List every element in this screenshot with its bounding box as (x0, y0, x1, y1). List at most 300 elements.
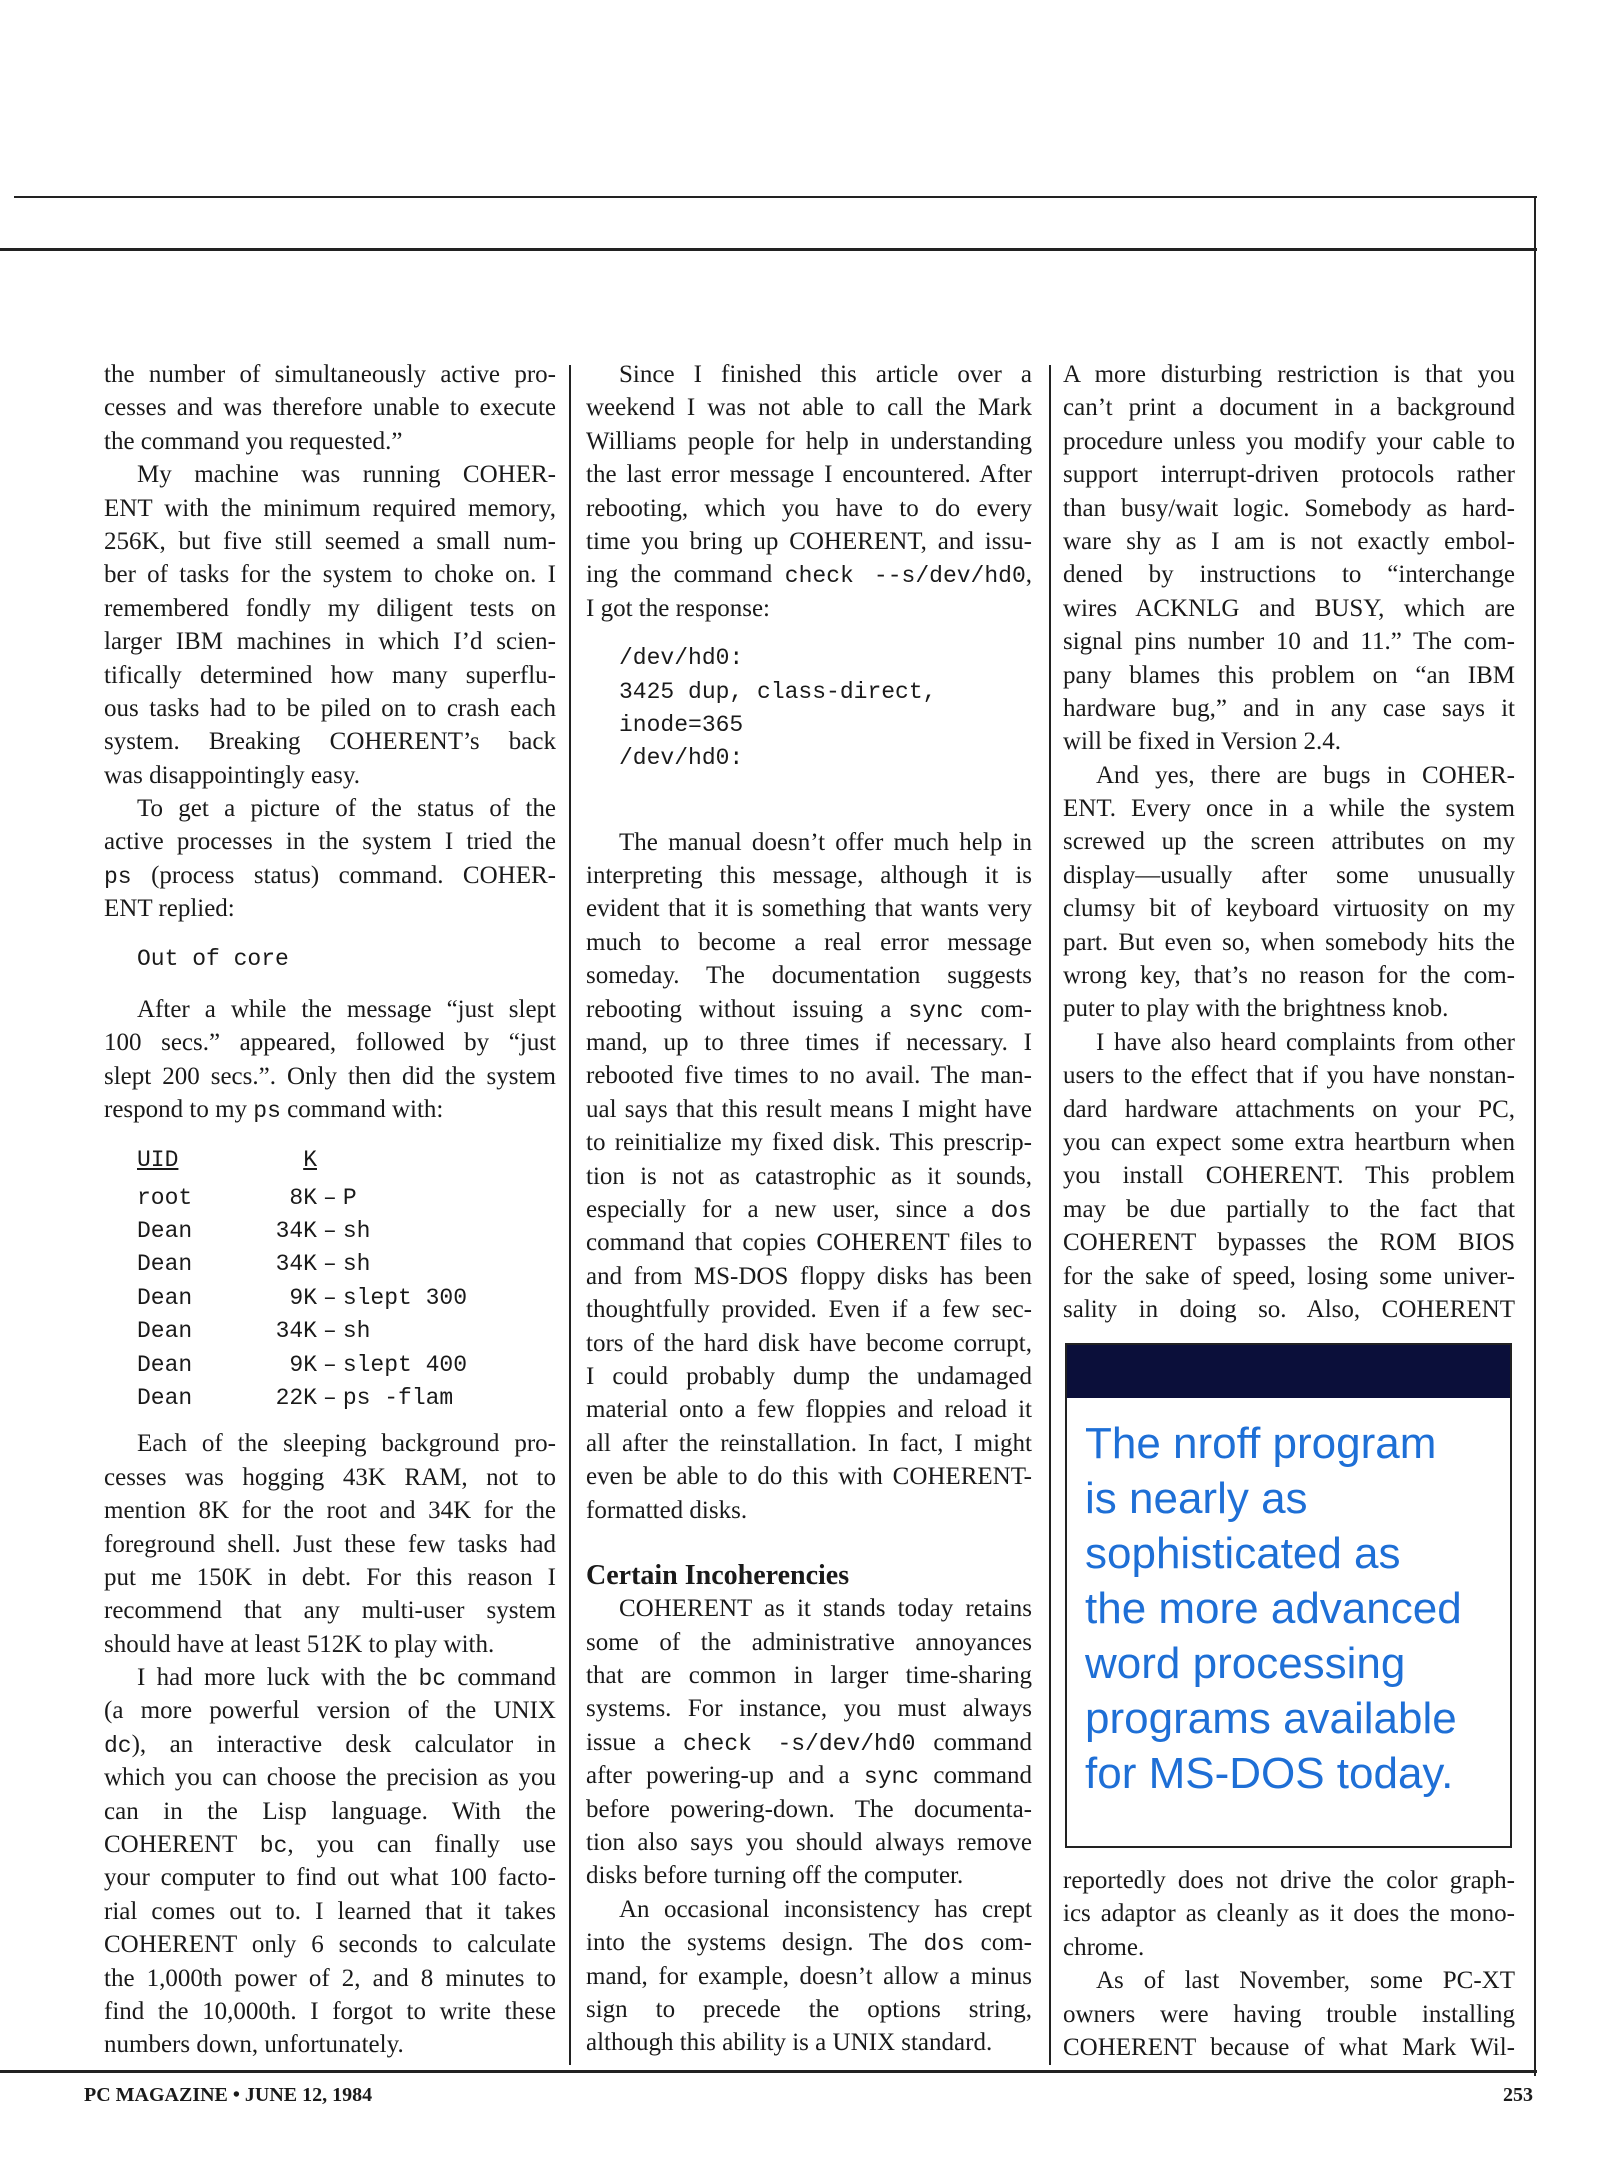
code-block (619, 642, 1032, 776)
paragraph-block (1063, 1864, 1515, 2064)
text-line (104, 1427, 556, 1460)
article-column-3-continued (1063, 1864, 1515, 2064)
dash-separator: – (323, 1351, 337, 1378)
header-uid: UID (137, 1146, 179, 1173)
text-segment: (process status) command. COHER- (131, 861, 556, 889)
text-segment: display—usually after some unusually (1063, 861, 1515, 889)
text-line (104, 1661, 556, 1694)
text-line (1063, 358, 1515, 391)
text-line (586, 1494, 1032, 1527)
text-line (104, 1594, 556, 1627)
uid-cell: Dean (137, 1351, 193, 1378)
text-segment: COHERENT because of what Mark Wil- (1063, 2033, 1515, 2061)
text-segment: into the systems design. The (586, 1929, 924, 1957)
paragraph-block (104, 993, 556, 1127)
header-k: K (303, 1146, 317, 1173)
text-segment: you install COHERENT. This problem (1063, 1162, 1515, 1190)
text-line (1063, 1260, 1515, 1293)
text-line (1063, 425, 1515, 458)
dash-separator: – (323, 1384, 337, 1411)
command-cell: sh (342, 1217, 371, 1244)
text-line (586, 1093, 1032, 1126)
pull-quote-line: the more advanced (1085, 1584, 1462, 1633)
code-line: inode=365 (619, 711, 744, 738)
text-line (104, 1694, 556, 1727)
text-line (586, 1893, 1032, 1926)
text-segment: all after the reinstallation. In fact, I might (586, 1429, 1032, 1457)
text-segment: slept 200 secs.”. Only then did the system (104, 1062, 556, 1090)
text-line (586, 358, 1032, 391)
text-segment: screwed up the screen attributes on my (1063, 828, 1515, 856)
text-line (1063, 1293, 1515, 1326)
text-segment: I got the response: (586, 594, 770, 622)
text-segment: put me 150K in debt. For this reason I (104, 1563, 556, 1591)
text-line (586, 1293, 1032, 1326)
header-rule (0, 248, 1537, 251)
text-line (104, 659, 556, 692)
dash-separator: – (323, 1284, 337, 1311)
text-segment: the number of simultaneously active pro- (104, 361, 556, 388)
code-line: Out of core (137, 945, 289, 972)
command-cell: sh (342, 1251, 371, 1278)
text-line (1063, 1964, 1515, 1997)
text-line (586, 959, 1032, 992)
text-line (586, 1826, 1032, 1859)
text-segment: An occasional inconsistency has crept (619, 1895, 1032, 1923)
text-segment: respond to my (104, 1096, 254, 1124)
size-cell: 34K (275, 1217, 317, 1244)
text-line (104, 1628, 556, 1661)
text-segment: sign to precede the options string, (586, 1995, 1032, 2023)
text-segment: dard hardware attachments on your PC, (1063, 1095, 1515, 1123)
text-line (1063, 892, 1515, 925)
text-line (586, 1193, 1032, 1226)
text-segment: ENT with the minimum required memory, (104, 494, 556, 522)
right-frame-rule (1534, 196, 1536, 2076)
command-text: check --s/dev/hd0 (784, 563, 1026, 590)
table-row (137, 1248, 556, 1281)
text-segment: foreground shell. Just these few tasks had (104, 1530, 556, 1558)
text-segment: sality in doing so. Also, COHERENT (1063, 1295, 1515, 1323)
command-text: check -s/dev/hd0 (682, 1730, 916, 1757)
text-line (104, 1861, 556, 1894)
text-segment: after powering-up and a (586, 1762, 864, 1790)
text-line (104, 692, 556, 725)
text-line (586, 1759, 1032, 1792)
text-segment: can in the Lisp language. With the (104, 1797, 556, 1825)
text-segment: to reinitialize my fixed disk. This prescrip- (586, 1129, 1032, 1157)
text-segment: reportedly does not drive the color graph- (1063, 1867, 1515, 1894)
text-line (586, 1960, 1032, 1993)
text-line (586, 1659, 1032, 1692)
paragraph-block (104, 358, 556, 926)
text-line (586, 1726, 1032, 1759)
text-line (1063, 558, 1515, 591)
text-segment: find the 10,000th. I forgot to write these (104, 1997, 556, 2025)
text-segment: tion also says you should always remove (586, 1829, 1032, 1857)
text-segment: I have also heard complaints from other (1096, 1028, 1515, 1056)
text-line (586, 592, 1032, 625)
text-line (586, 1160, 1032, 1193)
code-block (137, 943, 556, 976)
text-segment: numbers down, unfortunately. (104, 2031, 404, 2059)
text-line (586, 1360, 1032, 1393)
text-segment: systems. For instance, you must always (586, 1695, 1032, 1723)
text-segment: weekend I was not able to call the Mark (586, 394, 1032, 422)
text-segment: dened by instructions to “interchange (1063, 561, 1515, 589)
size-cell: 8K (289, 1184, 317, 1211)
text-segment: mand, for example, doesn’t allow a minus (586, 1962, 1032, 1990)
text-line (1063, 1126, 1515, 1159)
text-segment: the command you requested.” (104, 427, 403, 455)
text-segment: pany blames this problem on “an IBM (1063, 661, 1515, 689)
text-segment: disks before turning off the computer. (586, 1862, 964, 1890)
text-segment: COHERENT only 6 seconds to calculate (104, 1931, 556, 1959)
text-line (1063, 1059, 1515, 1092)
pull-quote-line: word processing (1085, 1639, 1406, 1688)
text-line (104, 859, 556, 892)
text-segment: active processes in the system I tried the (104, 828, 556, 856)
text-segment: rial comes out to. I learned that it takes (104, 1897, 556, 1925)
text-line (1063, 1864, 1515, 1897)
text-segment: I had more luck with the (137, 1664, 419, 1692)
text-line (586, 1993, 1032, 2026)
text-line (586, 458, 1032, 491)
code-line: 3425 dup, class-direct, (619, 678, 937, 705)
text-segment: puter to play with the brightness knob. (1063, 995, 1449, 1023)
text-segment: your computer to find out what 100 facto- (104, 1864, 556, 1892)
header-cell (137, 1144, 237, 1182)
command-text: dos (923, 1931, 965, 1958)
text-segment: rebooting, which you have to do every (586, 494, 1032, 522)
command-text: ps (104, 863, 132, 890)
pull-quote-bar (1067, 1345, 1510, 1398)
text-segment: tifically determined how many superflu- (104, 661, 556, 689)
text-segment: recommend that any multi-user system (104, 1597, 556, 1625)
header-cell (237, 1144, 317, 1182)
text-line (104, 892, 556, 925)
text-segment: , (1025, 561, 1033, 589)
text-segment: which you can choose the precision as you (104, 1764, 556, 1792)
table-header (137, 1144, 556, 1182)
text-line (1063, 391, 1515, 424)
text-segment: As of last November, some PC-XT (1096, 1967, 1515, 1995)
command-text: dos (990, 1197, 1032, 1224)
text-line (1063, 992, 1515, 1025)
text-segment: evident that it is something that wants very (586, 895, 1032, 923)
text-line (586, 1692, 1032, 1725)
text-line (104, 358, 556, 391)
text-segment: Each of the sleeping background pro- (137, 1430, 556, 1458)
pull-quote-line: The nroff program (1085, 1419, 1437, 1468)
text-line (1063, 592, 1515, 625)
text-segment: ual says that this result means I might have (586, 1095, 1032, 1123)
uid-cell: Dean (137, 1318, 193, 1345)
text-segment: clumsy bit of keyboard virtuosity on my (1063, 895, 1515, 923)
text-segment: COHERENT (104, 1831, 260, 1859)
text-line (1063, 1093, 1515, 1126)
uid-cell: root (137, 1184, 193, 1211)
process-table (137, 1144, 556, 1416)
text-line (1063, 759, 1515, 792)
text-line (1063, 458, 1515, 491)
uid-cell: Dean (137, 1217, 193, 1244)
footer-rule (0, 2070, 1537, 2073)
text-line (1063, 1026, 1515, 1059)
text-segment: hardware bug,” and in any case says it (1063, 694, 1515, 722)
footer-publication: PC MAGAZINE • JUNE 12, 1984 (84, 2084, 373, 2106)
text-segment: time you bring up COHERENT, and issu- (586, 527, 1032, 555)
text-line (1063, 692, 1515, 725)
text-segment: much to become a real error message (586, 928, 1032, 956)
text-segment: wires ACKNLG and BUSY, which are (1063, 594, 1515, 622)
command-cell: ps -flam (342, 1384, 454, 1411)
command-cell: sh (342, 1318, 371, 1345)
command-text: sync (908, 997, 964, 1024)
text-line (1063, 2031, 1515, 2064)
text-line (104, 1995, 556, 2028)
text-line (104, 592, 556, 625)
text-segment: Since I finished this article over a (619, 361, 1032, 388)
text-segment: especially for a new user, since a (586, 1195, 991, 1223)
text-segment: After a while the message “just slept (137, 996, 556, 1024)
text-line (586, 1026, 1032, 1059)
text-segment: you can expect some extra heartburn when (1063, 1128, 1515, 1156)
paragraph-block (586, 826, 1032, 1527)
pull-quote-line: is nearly as (1085, 1474, 1308, 1523)
text-segment: I could probably dump the undamaged (586, 1362, 1032, 1390)
text-segment: ber of tasks for the system to choke on. I (104, 561, 556, 589)
text-line (1063, 659, 1515, 692)
text-segment: signal pins number 10 and 11.” The com- (1063, 628, 1515, 656)
paragraph-block (1063, 358, 1515, 1326)
dash-separator: – (323, 1318, 337, 1345)
text-line (586, 2026, 1032, 2059)
text-line (586, 926, 1032, 959)
text-segment: ENT replied: (104, 895, 235, 923)
text-segment: can’t print a document in a background (1063, 394, 1515, 422)
text-line (104, 1962, 556, 1995)
text-line (1063, 959, 1515, 992)
text-segment: although this ability is a UNIX standard. (586, 2029, 993, 2057)
dash-separator: – (323, 1251, 337, 1278)
text-line (586, 1859, 1032, 1892)
column-divider-1 (569, 365, 571, 2065)
text-line (104, 1728, 556, 1761)
pull-quote-box (1065, 1343, 1512, 1848)
text-line (104, 1060, 556, 1093)
command-text: bc (259, 1833, 288, 1860)
text-line (104, 458, 556, 491)
command-text: ps (253, 1098, 281, 1125)
text-line (104, 759, 556, 792)
text-line (104, 1494, 556, 1527)
text-segment: issue a (586, 1728, 683, 1756)
text-line (586, 1427, 1032, 1460)
text-segment: thoughtfully provided. Even if a few sec- (586, 1296, 1032, 1324)
size-cell: 9K (289, 1284, 317, 1311)
text-line (1063, 1897, 1515, 1930)
text-line (586, 1327, 1032, 1360)
text-line (1063, 1226, 1515, 1259)
text-segment: COHERENT as it stands today retains (619, 1595, 1032, 1623)
text-segment: the 1,000th power of 2, and 8 minutes to (104, 1964, 556, 1992)
text-segment: interpreting this message, although it is (586, 862, 1032, 890)
text-line (586, 425, 1032, 458)
pull-quote-line: for MS-DOS today. (1085, 1749, 1454, 1798)
text-line (1063, 492, 1515, 525)
text-segment: 256K, but five still seemed a small num- (104, 527, 556, 555)
text-line (586, 1626, 1032, 1659)
size-cell: 9K (289, 1351, 317, 1378)
text-segment: the last error message I encountered. After (586, 461, 1032, 489)
column-divider-2 (1049, 365, 1051, 2065)
text-segment: mand, up to three times if necessary. I (586, 1029, 1032, 1057)
table-row (137, 1315, 556, 1348)
table-row (137, 1215, 556, 1248)
command-text: bc (418, 1666, 447, 1693)
command-text: sync (863, 1764, 920, 1791)
text-line (586, 1926, 1032, 1959)
text-segment: rebooted five times to no avail. The man- (586, 1062, 1032, 1090)
text-line (586, 1260, 1032, 1293)
text-line (104, 1828, 556, 1861)
text-segment: command that copies COHERENT files to (586, 1229, 1032, 1257)
text-segment: rebooting without issuing a (586, 995, 909, 1023)
text-segment: tors of the hard disk have become corrupt, (586, 1329, 1032, 1357)
text-segment: than busy/wait logic. Somebody as hard- (1063, 494, 1515, 522)
text-line (1063, 1998, 1515, 2031)
command-text: dc (104, 1732, 132, 1759)
pull-quote-text (1067, 1398, 1510, 1801)
paragraph-block (586, 1592, 1032, 2059)
command-cell: slept 400 (342, 1351, 468, 1378)
table-row (137, 1182, 556, 1215)
text-segment: COHERENT bypasses the ROM BIOS (1063, 1229, 1515, 1257)
text-line (1063, 859, 1515, 892)
text-line (104, 1895, 556, 1928)
text-segment: remembered fondly my diligent tests on (104, 594, 556, 622)
text-line (1063, 1193, 1515, 1226)
size-cell: 22K (275, 1384, 317, 1411)
text-segment: procedure unless you modify your cable to (1063, 427, 1515, 455)
text-line (104, 425, 556, 458)
page-number: 253 (1503, 2084, 1533, 2106)
text-segment: ous tasks had to be piled on to crash each (104, 694, 556, 722)
text-segment: chrome. (1063, 1933, 1145, 1961)
uid-cell: Dean (137, 1284, 193, 1311)
text-line (586, 826, 1032, 859)
text-segment: someday. The documentation suggests (586, 962, 1032, 990)
text-segment: 100 secs.” appeared, followed by “just (104, 1029, 556, 1057)
text-segment: ware shy as I am is not exactly embol- (1063, 527, 1515, 555)
text-line (104, 993, 556, 1026)
text-line (586, 558, 1032, 591)
text-segment: To get a picture of the status of the (137, 795, 556, 823)
text-segment: part. But even so, when somebody hits the (1063, 928, 1515, 956)
text-line (586, 492, 1032, 525)
text-line (586, 1592, 1032, 1625)
text-segment: for the sake of speed, losing some univer- (1063, 1262, 1515, 1290)
paragraph-block (104, 1427, 556, 2061)
text-line (1063, 1931, 1515, 1964)
text-segment: that are common in larger time-sharing (586, 1662, 1032, 1690)
text-segment: ENT. Every once in a while the system (1063, 795, 1515, 823)
text-segment: larger IBM machines in which I’d scien- (104, 628, 556, 656)
text-line (586, 525, 1032, 558)
text-segment: A more disturbing restriction is that you (1063, 361, 1515, 388)
article-column-3 (1063, 358, 1515, 1326)
top-rule (14, 196, 1537, 198)
text-segment: material onto a few floppies and reload it (586, 1396, 1032, 1424)
text-segment: some of the administrative annoyances (586, 1628, 1032, 1656)
text-segment: and from MS-DOS floppy disks has been (586, 1262, 1032, 1290)
article-column-2 (586, 358, 1032, 2060)
text-line (104, 1795, 556, 1828)
text-line (104, 1928, 556, 1961)
text-line (104, 1093, 556, 1126)
text-line (586, 993, 1032, 1026)
table-row (137, 1382, 556, 1415)
text-segment: ics adaptor as cleanly as it does the mono- (1063, 1900, 1515, 1928)
text-line (104, 625, 556, 658)
text-segment: cesses was hogging 43K RAM, not to (104, 1463, 556, 1491)
section-heading: Certain Incoherencies (586, 1559, 850, 1591)
text-segment: should have at least 512K to play with. (104, 1630, 495, 1658)
text-line (1063, 625, 1515, 658)
table-row (137, 1349, 556, 1382)
text-line (1063, 792, 1515, 825)
text-segment: will be fixed in Version 2.4. (1063, 728, 1341, 756)
text-segment: My machine was running COHER- (137, 461, 556, 489)
text-line (104, 391, 556, 424)
text-line (104, 525, 556, 558)
text-line (586, 892, 1032, 925)
text-line (1063, 1159, 1515, 1192)
uid-cell: Dean (137, 1251, 193, 1278)
text-segment: wrong key, that’s no reason for the com- (1063, 962, 1515, 990)
text-segment: command (915, 1728, 1032, 1756)
text-segment: The manual doesn’t offer much help in (619, 828, 1032, 856)
text-line (1063, 825, 1515, 858)
text-line (586, 859, 1032, 892)
text-line (104, 2028, 556, 2061)
text-segment: ing the command (586, 561, 785, 589)
pull-quote-line: programs available (1085, 1694, 1457, 1743)
text-line (104, 825, 556, 858)
text-line (104, 1528, 556, 1561)
text-segment: , you can finally use (287, 1831, 557, 1859)
text-segment: system. Breaking COHERENT’s back (104, 728, 556, 756)
text-line (104, 492, 556, 525)
text-segment: ), an interactive desk calculator in (131, 1730, 556, 1758)
text-line (1063, 725, 1515, 758)
text-segment: was disappointingly easy. (104, 761, 360, 789)
text-segment: owners were having trouble installing (1063, 2000, 1515, 2028)
text-segment: command (919, 1762, 1032, 1790)
text-line (104, 1761, 556, 1794)
text-segment: command (446, 1664, 556, 1692)
text-segment: before powering-down. The documenta- (586, 1795, 1032, 1823)
text-line (104, 558, 556, 591)
text-line (586, 1460, 1032, 1493)
text-segment: even be able to do this with COHERENT- (586, 1463, 1032, 1491)
dash-separator: – (323, 1217, 337, 1244)
text-segment: cesses and was therefore unable to execute (104, 394, 556, 422)
text-line (586, 391, 1032, 424)
text-line (586, 1793, 1032, 1826)
code-line: /dev/hd0: (619, 745, 744, 772)
